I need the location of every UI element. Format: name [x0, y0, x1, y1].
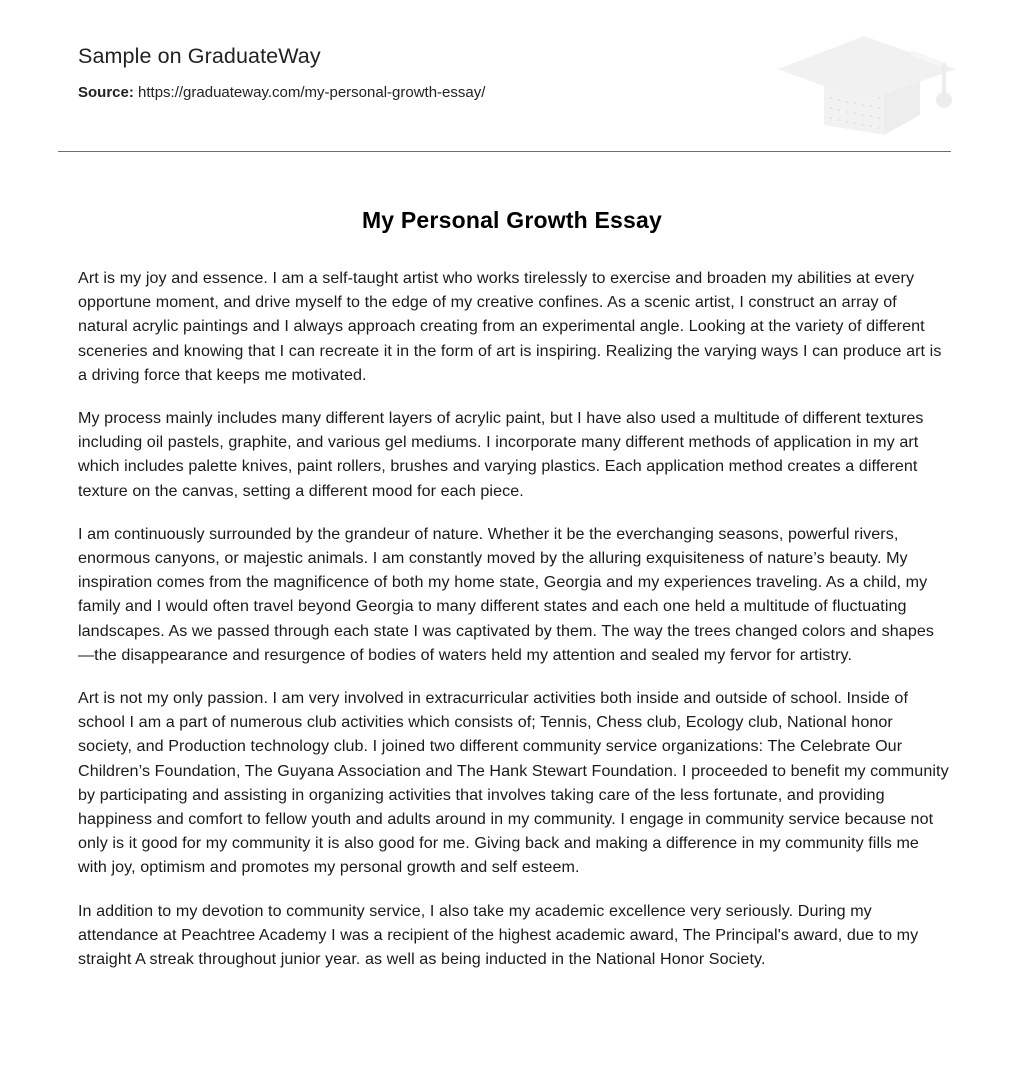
paragraph: In addition to my devotion to community service, I also take my academic excellence very seriously. During my attendance at Peachtree Academy I was a recipient of the highest academic award, The Principal's award, due to my straight A streak throughout junior year. as well as being inducted in the National Honor Society.	[78, 901, 919, 969]
paragraph: I am continuously surrounded by the grandeur of nature. Whether it be the everchanging seasons, powerful rivers, enormous canyons, or majestic animals. I am constantly moved by the alluring exquisiteness of nature’s beauty. My inspiration comes from the magnificence of both my home state, Georgia and my experiences traveling. As a child, my family and I would often travel beyond Georgia to many different states and each one held a multitude of fluctuating landscapes. As we passed through each state I was captivated by them. The way the trees changed colors and shapes—the disappearance and resurgence of bodies of waters held my attention and sealed my fervor for artistry.	[78, 524, 935, 664]
paragraph: Art is my joy and essence. I am a self-taught artist who works tirelessly to exercise and broaden my abilities at every opportune moment, and drive myself to the edge of my creative confines. As a scenic artist, I construct an array of natural acrylic paintings and I always approach creating from an experimental angle. Looking at the variety of different sceneries and knowing that I can recreate it in the form of art is inspiring. Realizing the varying ways I can produce art is a driving force that keeps me motivated.	[78, 269, 942, 384]
page-header	[78, 42, 950, 103]
paragraph: Art is not my only passion. I am very involved in extracurricular activities both inside and outside of school. Inside of school I am a part of numerous club activities which consists of; Tennis, Chess club, Ecology club, National honor society, and Production technology club. I joined two different community service organizations: The Celebrate Our Children’s Foundation, The Guyana Association and The Hank Stewart Foundation. I proceeded to benefit my community by participating and assisting in organizing activities that involves taking care of the less fortunate, and providing happiness and comfort to fellow youth and adults around in my community. I engage in community service because not only is it good for my community it is also good for me. Giving back and making a difference in my community fills me with joy, optimism and promotes my personal growth and self esteem.	[78, 689, 949, 877]
brand-title: Sample on GraduateWay	[78, 44, 321, 68]
source-line	[78, 83, 950, 103]
paragraph: My process mainly includes many different layers of acrylic paint, but I have also used a multitude of different textures including oil pastels, graphite, and various gel mediums. I incorporate many different methods of application in my art which includes palette knives, paint rollers, brushes and varying plastics. Each application method creates a different texture on the canvas, setting a different mood for each piece.	[78, 409, 924, 500]
page-title: My Personal Growth Essay	[361, 207, 663, 233]
source-label: Source:	[78, 84, 134, 101]
essay-body	[78, 266, 950, 971]
source-url-link[interactable]: https://graduateway.com/my-personal-growth-essay/	[133, 84, 486, 101]
header-divider	[58, 151, 951, 152]
